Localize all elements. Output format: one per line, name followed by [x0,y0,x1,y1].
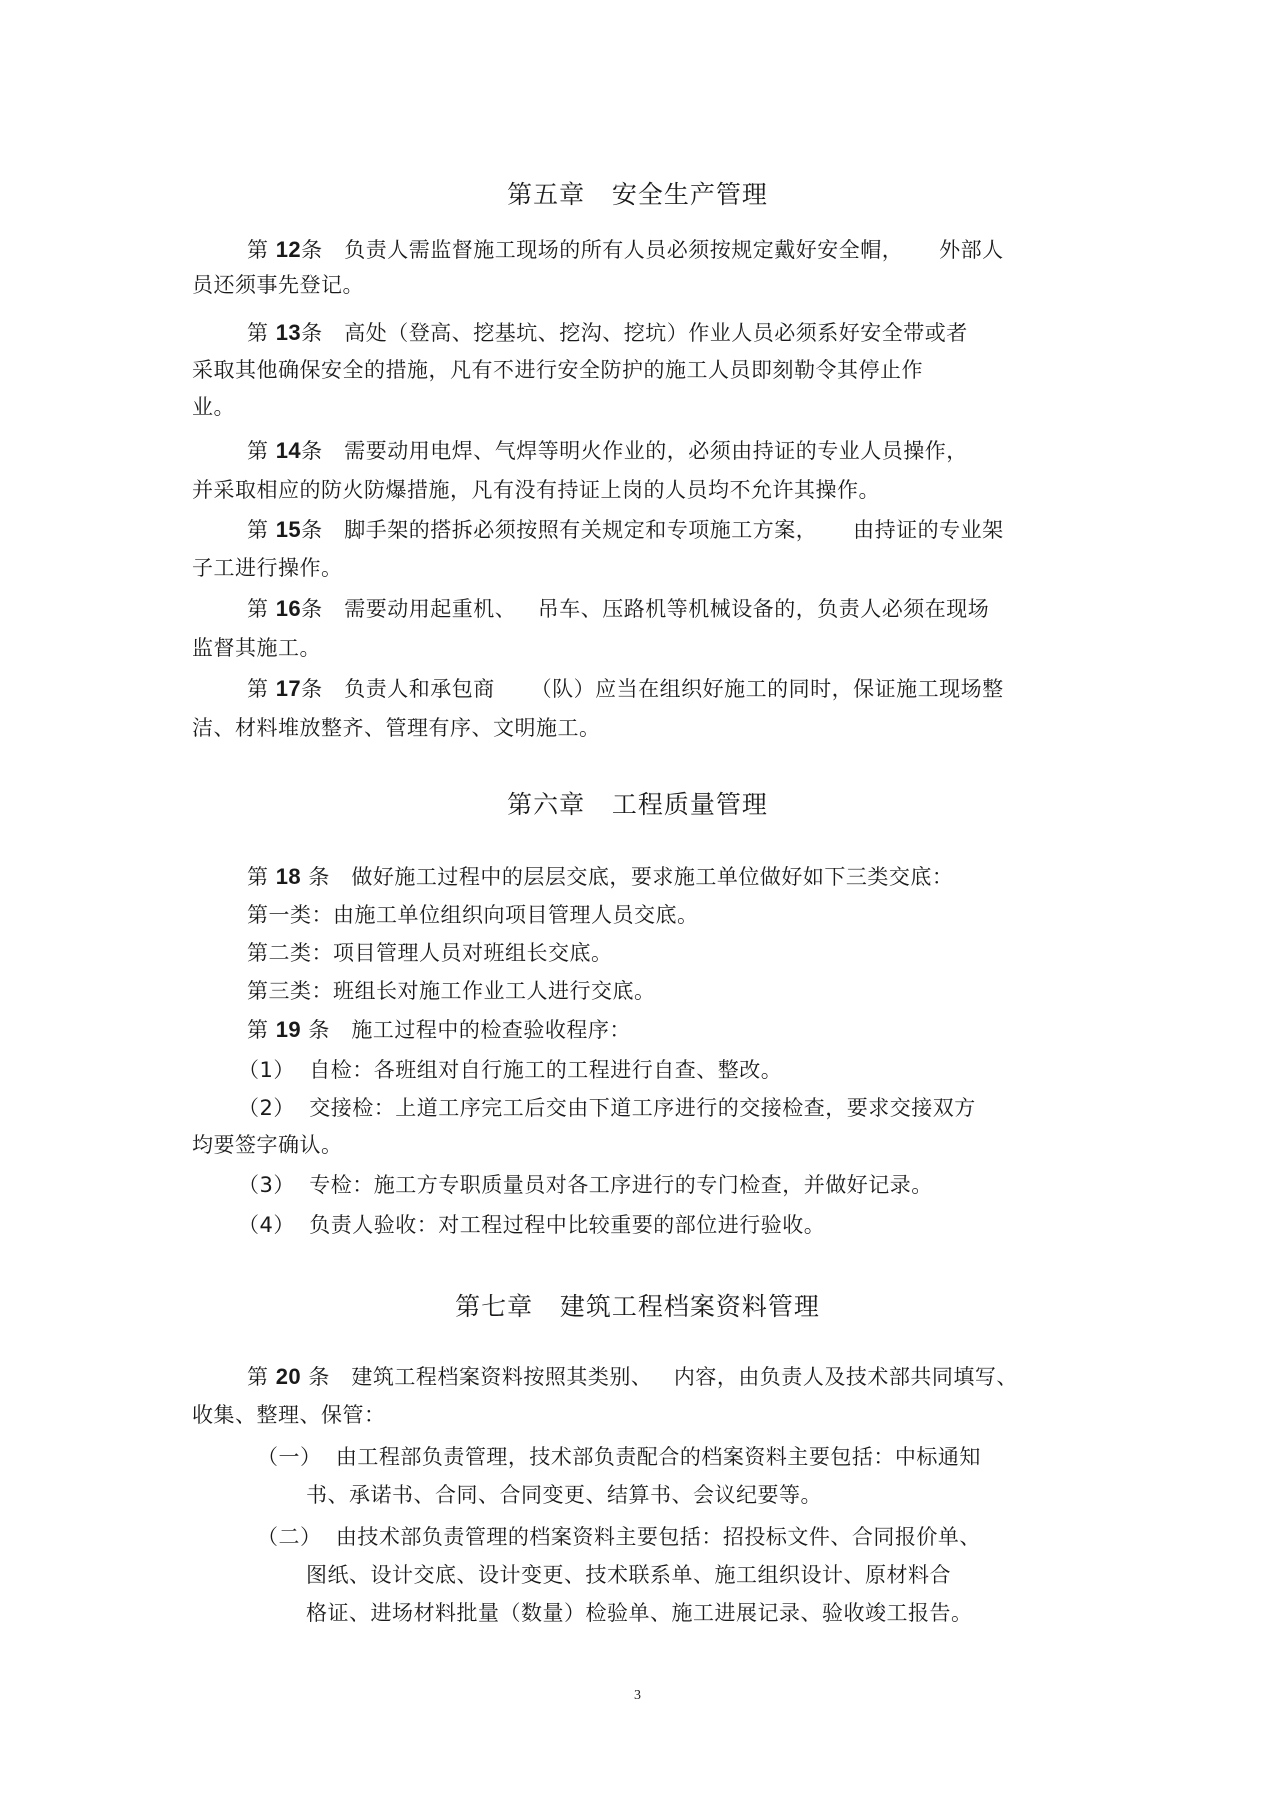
article-13-line-2: 采取其他确保安全的措施，凡有不进行安全防护的施工人员即刻勒令其停止作 [192,358,923,382]
archive-item-2-line-1: （二） 由技术部负责管理的档案资料主要包括：招投标文件、合同报价单、 [257,1525,981,1549]
article-18-line-1: 第 18 条 做好施工过程中的层层交底，要求施工单位做好如下三类交底： [247,864,954,889]
disclosure-type-3: 第三类：班组长对施工作业工人进行交底。 [247,979,656,1003]
article-12-line-2: 员还须事先登记。 [192,273,364,297]
article-13-line-3: 业。 [192,395,235,419]
inspection-step-3: （3） 专检：施工方专职质量员对各工序进行的专门检查，并做好记录。 [238,1173,933,1197]
article-14-line-2: 并采取相应的防火防爆措施，凡有没有持证上岗的人员均不允许其操作。 [192,478,880,502]
article-17-line-2: 洁、材料堆放整齐、管理有序、文明施工。 [192,716,601,740]
page-number: 3 [634,1688,641,1703]
article-20-line-1: 第 20 条 建筑工程档案资料按照其类别、 内容，由负责人及技术部共同填写、 [247,1364,1018,1389]
article-15-line-2: 子工进行操作。 [192,556,343,580]
chapter-5-title: 第五章 安全生产管理 [507,180,768,209]
article-19-line-1: 第 19 条 施工过程中的检查验收程序： [247,1017,631,1042]
article-16-line-2: 监督其施工。 [192,636,321,660]
article-12-line-1: 第 12条 负责人需监督施工现场的所有人员必须按规定戴好安全帽， 外部人 [247,237,1004,262]
archive-item-1-line-2: 书、承诺书、合同、合同变更、结算书、会议纪要等。 [306,1483,822,1507]
chapter-6-title: 第六章 工程质量管理 [507,790,768,819]
article-20-line-2: 收集、整理、保管： [192,1403,386,1427]
disclosure-type-1: 第一类：由施工单位组织向项目管理人员交底。 [247,903,699,927]
article-15-line-1: 第 15条 脚手架的搭拆必须按照有关规定和专项施工方案， 由持证的专业架 [247,517,1004,542]
chapter-7-title: 第七章 建筑工程档案资料管理 [455,1292,820,1321]
disclosure-type-2: 第二类：项目管理人员对班组长交底。 [247,941,613,965]
archive-item-1-line-1: （一） 由工程部负责管理，技术部负责配合的档案资料主要包括：中标通知 [257,1445,981,1469]
article-16-line-1: 第 16条 需要动用起重机、 吊车、压路机等机械设备的，负责人必须在现场 [247,596,990,621]
inspection-step-2-line-2: 均要签字确认。 [192,1133,343,1157]
archive-item-2-line-2: 图纸、设计交底、设计变更、技术联系单、施工组织设计、原材料合 [306,1563,951,1587]
inspection-step-1: （1） 自检：各班组对自行施工的工程进行自查、整改。 [238,1058,783,1082]
article-13-line-1: 第 13条 高处（登高、挖基坑、挖沟、挖坑）作业人员必须系好安全带或者 [247,320,968,345]
archive-item-2-line-3: 格证、进场材料批量（数量）检验单、施工进展记录、验收竣工报告。 [306,1601,973,1625]
article-17-line-1: 第 17条 负责人和承包商 （队）应当在组织好施工的同时，保证施工现场整 [247,676,1004,701]
inspection-step-4: （4） 负责人验收：对工程过程中比较重要的部位进行验收。 [238,1213,826,1237]
article-14-line-1: 第 14条 需要动用电焊、气焊等明火作业的，必须由持证的专业人员操作， [247,438,968,463]
inspection-step-2-line-1: （2） 交接检：上道工序完工后交由下道工序进行的交接检查，要求交接双方 [238,1096,976,1120]
